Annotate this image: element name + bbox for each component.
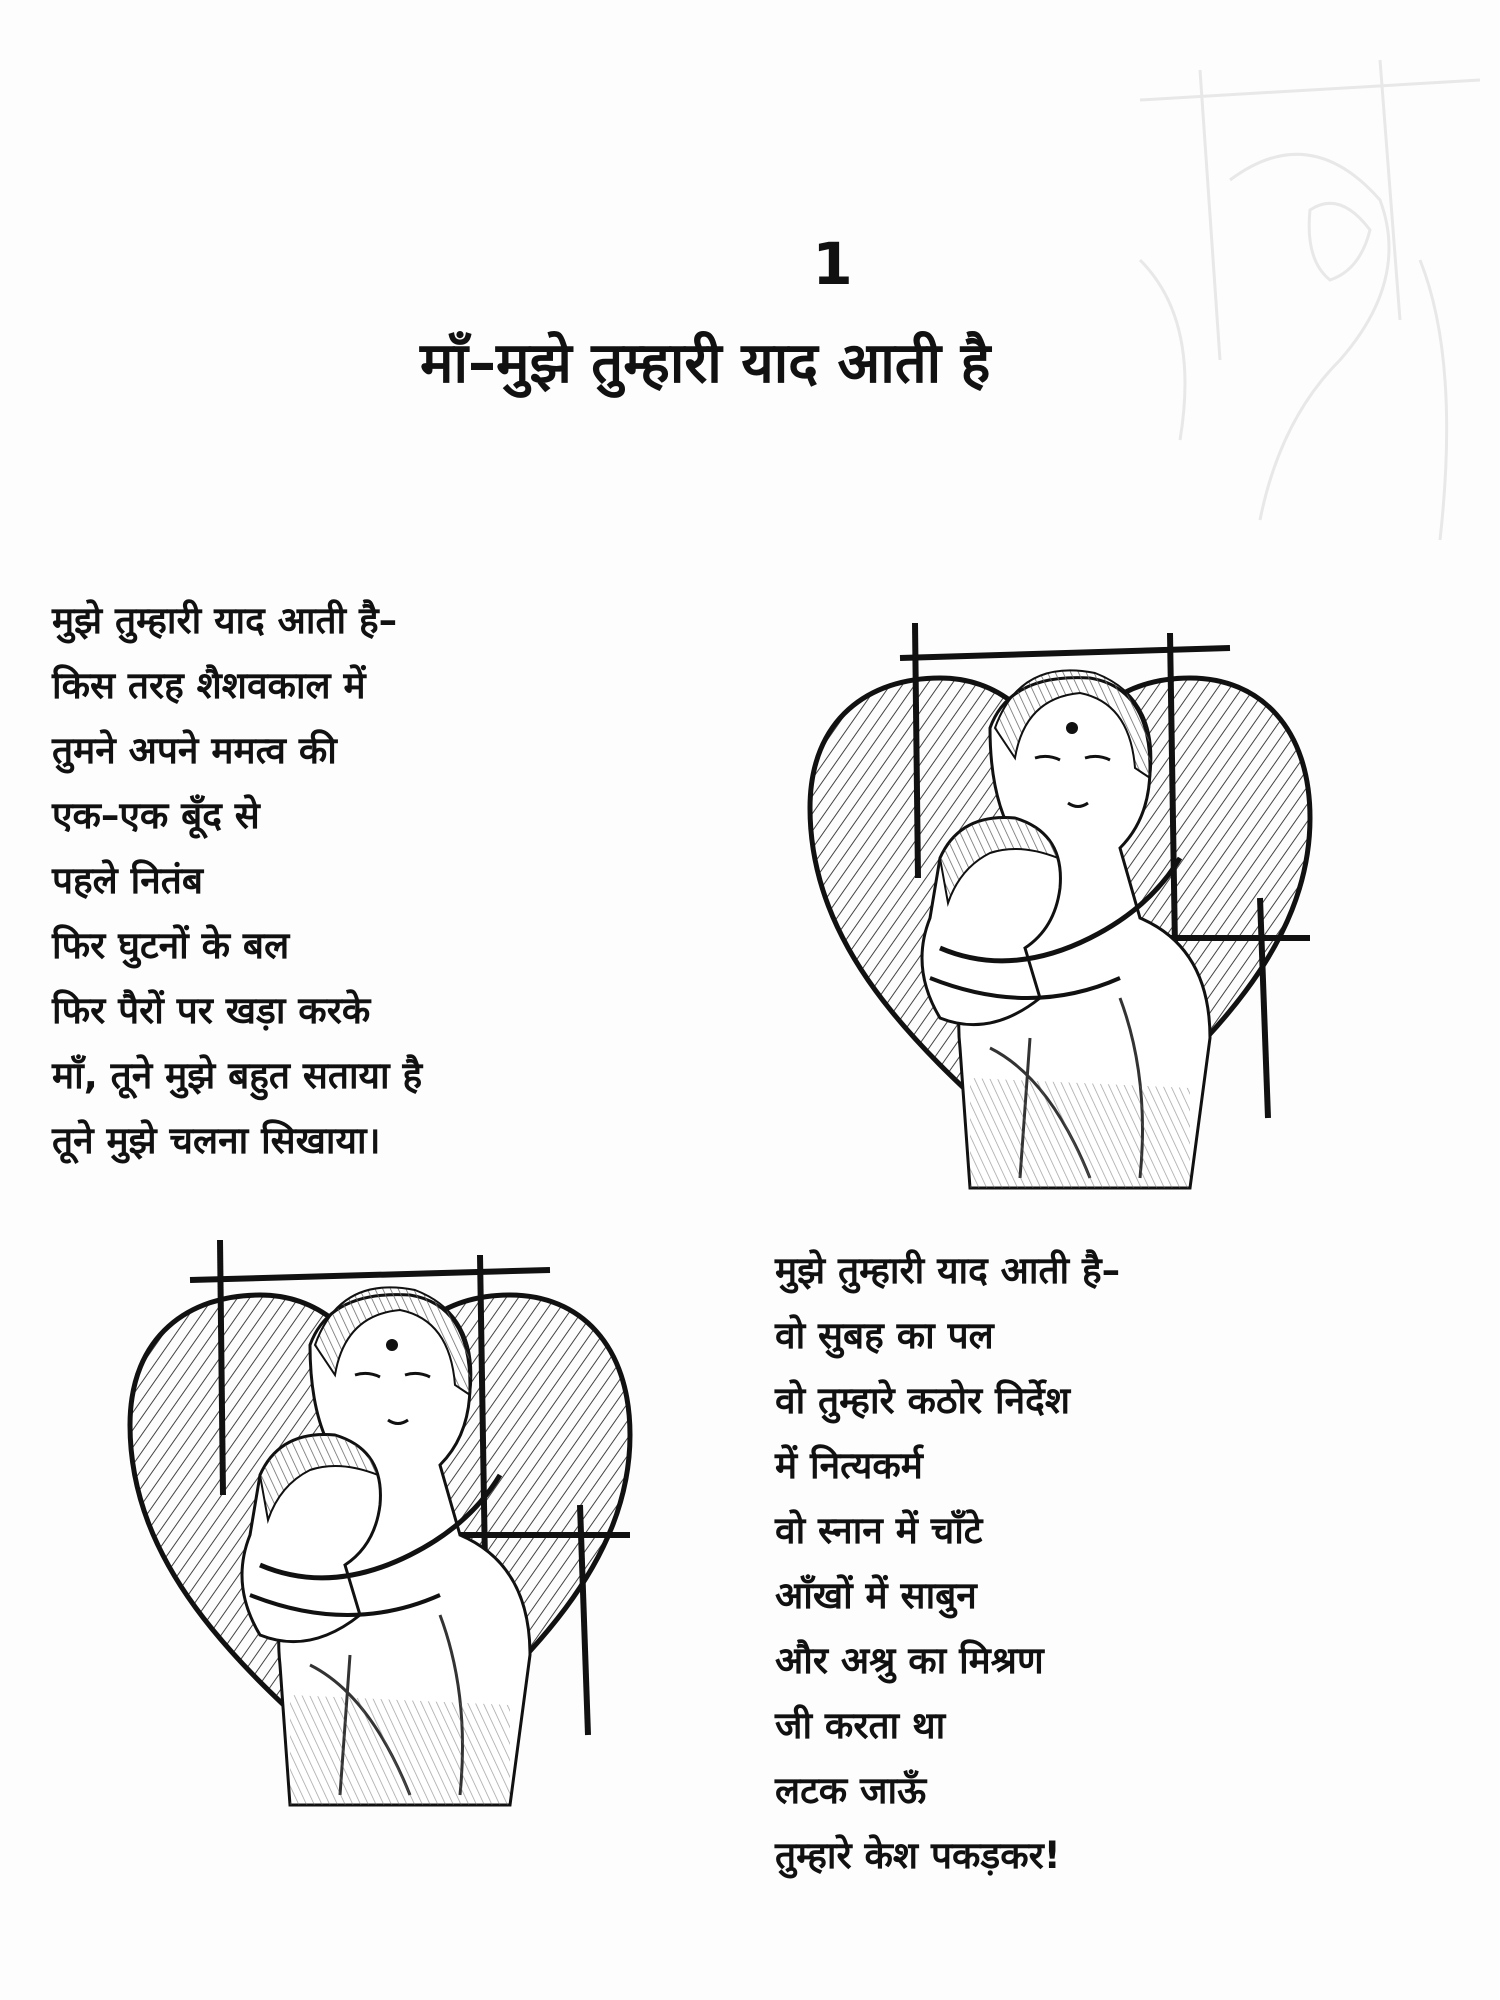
poem-line: वो सुबह का पल [775, 1314, 994, 1357]
poem-line: मुझे तुम्हारी याद आती है– [775, 1249, 1121, 1292]
poem-line: और अश्रु का मिश्रण [775, 1639, 1044, 1682]
poem-line: तुमने अपने ममत्व की [52, 729, 337, 772]
chapter-title: माँ–मुझे तुम्हारी याद आती है [420, 331, 991, 396]
poem-line: वो तुम्हारे कठोर निर्देश [775, 1379, 1070, 1422]
poem-line: जी करता था [775, 1704, 946, 1747]
poem-line: फिर पैरों पर खड़ा करके [52, 989, 371, 1032]
poem-line: मुझे तुम्हारी याद आती है– [52, 599, 398, 642]
poem-line: आँखों में साबुन [775, 1574, 977, 1617]
poem-stanza-1 [52, 588, 422, 1173]
poem-line: माँ, तूने मुझे बहुत सताया है [52, 1054, 423, 1097]
poem-line: फिर घुटनों के बल [52, 924, 290, 967]
mother-child-heart-sketch-icon [110, 1235, 650, 1825]
poem-line: किस तरह शैशवकाल में [52, 664, 366, 707]
poem-line: तूने मुझे चलना सिखाया। [52, 1119, 381, 1162]
background-sketch-icon [1080, 60, 1500, 580]
poem-line: पहले नितंब [52, 859, 203, 902]
poem-line: एक–एक बूँद से [52, 794, 260, 837]
poem-line: तुम्हारे केश पकड़कर! [775, 1834, 1061, 1877]
mother-child-heart-sketch-icon [790, 618, 1330, 1208]
poem-line: वो स्नान में चाँटे [775, 1509, 983, 1552]
poem-line: लटक जाऊँ [775, 1769, 927, 1812]
poem-stanza-2 [775, 1238, 1120, 1888]
chapter-number: 1 [812, 230, 853, 298]
poem-line: में नित्यकर्म [775, 1444, 923, 1487]
